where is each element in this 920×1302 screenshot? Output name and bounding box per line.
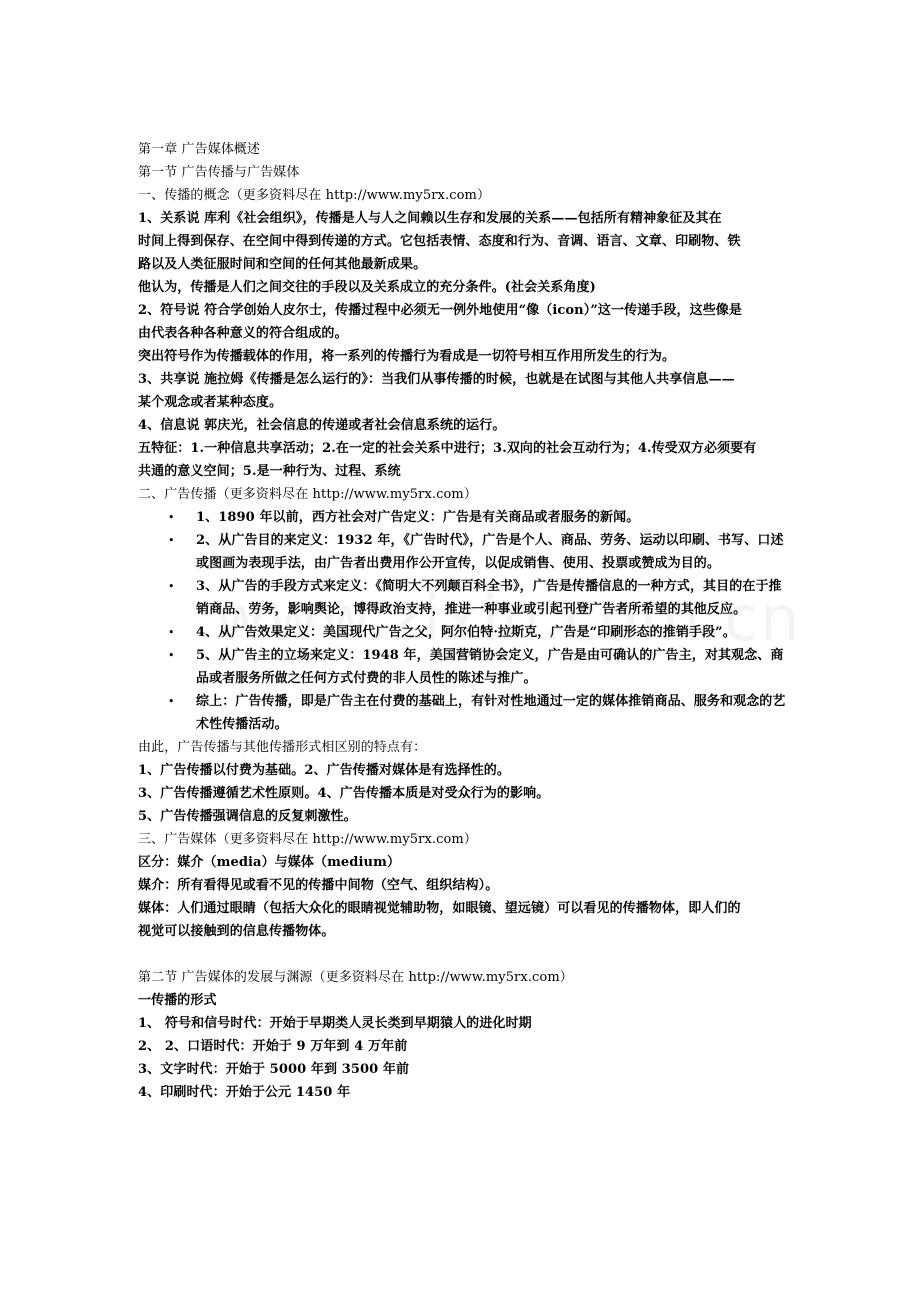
document-page xyxy=(138,138,788,1104)
advertising-definition-list xyxy=(138,506,788,736)
text-line: 第一章 广告媒体概述 xyxy=(138,142,261,157)
text-line: 1、关系说 库利《社会组织》，传播是人与人之间赖以生存和发展的关系——包括所有精神象征及其在 xyxy=(138,211,722,226)
text-line: 二、广告传播（更多资料尽在 http://www.my5rx.com） xyxy=(138,487,477,502)
text-line: 某个观念或者某种态度。 xyxy=(138,395,283,410)
text-line: 一、传播的概念（更多资料尽在 http://www.my5rx.com） xyxy=(138,188,491,203)
text-line: 三、广告媒体（更多资料尽在 http://www.my5rx.com） xyxy=(138,832,477,847)
section-two xyxy=(138,966,788,1104)
text-line: 1、广告传播以付费为基础。2、广告传播对媒体是有选择性的。 xyxy=(138,763,510,778)
text-line: 4、信息说 郭庆光，社会信息的传递或者社会信息系统的运行。 xyxy=(138,418,506,433)
text-line: 5、广告传播强调信息的反复刺激性。 xyxy=(138,809,357,824)
text-line: 3、广告传播遵循艺术性原则。4、广告传播本质是对受众行为的影响。 xyxy=(138,786,550,801)
list-item xyxy=(138,690,788,736)
text-line: 共通的意义空间；5.是一种行为、过程、系统 xyxy=(138,464,401,479)
text-line: 4、印刷时代：开始于公元 1450 年 xyxy=(138,1085,351,1100)
list-item xyxy=(138,575,788,621)
text-line: 第一节 广告传播与广告媒体 xyxy=(138,165,300,180)
text-line: 突出符号作为传播载体的作用，将一系列的传播行为看成是一切符号相互作用所发生的行为。 xyxy=(138,349,676,364)
text-line: 2、 2、口语时代：开始于 9 万年到 4 万年前 xyxy=(138,1039,408,1054)
text-line: 区分：媒介（media）与媒体（medium） xyxy=(138,855,401,870)
text-line: 时间上得到保存、在空间中得到传递的方式。它包括表情、态度和行为、音调、语言、文章、印刷物、铁 xyxy=(138,234,741,249)
list-item-text: 综上：广告传播，即是广告主在付费的基础上，有针对性地通过一定的媒体推销商品、服务和观念的艺术性传播活动。 xyxy=(196,694,786,732)
text-line: 3、文字时代：开始于 5000 年到 3500 年前 xyxy=(138,1062,410,1077)
text-line: 五特征：1.一种信息共享活动；2.在一定的社会关系中进行；3.双向的社会互动行为；4.传受双方必须要有 xyxy=(138,441,757,456)
bullet-icon: • xyxy=(168,534,175,547)
list-item-text: 3、从广告的手段方式来定义：《简明大不列颠百科全书》，广告是传播信息的一种方式，其目的在于推销商品、劳务，影响舆论，博得政治支持，推进一种事业或引起刊登广告者所希望的其他反应。 xyxy=(196,579,782,617)
bullet-icon: • xyxy=(168,511,175,524)
advertising-media-section xyxy=(138,736,788,943)
chapter-one-section-one xyxy=(138,138,788,506)
list-item xyxy=(138,621,788,644)
text-line: 由代表各种各种意义的符合组成的。 xyxy=(138,326,348,341)
list-item xyxy=(138,529,788,575)
list-item xyxy=(138,506,788,529)
list-item-text: 2、从广告目的来定义：1932 年，《广告时代》，广告是个人、商品、劳务、运动以印刷、书写、口述或图画为表现手法，由广告者出费用作公开宣传，以促成销售、使用、投票或赞成为目的。 xyxy=(196,533,784,571)
text-line: 媒体：人们通过眼睛（包括大众化的眼睛视觉辅助物，如眼镜、望远镜）可以看见的传播物体，即人们的 xyxy=(138,901,741,916)
text-line: 路以及人类征服时间和空间的任何其他最新成果。 xyxy=(138,257,427,272)
blank-line xyxy=(138,943,788,966)
list-item xyxy=(138,644,788,690)
bullet-icon: • xyxy=(168,695,175,708)
text-line: 媒介：所有看得见或看不见的传播中间物（空气、组织结构）。 xyxy=(138,878,499,893)
list-item-text: 5、从广告主的立场来定义：1948 年，美国营销协会定义，广告是由可确认的广告主，对其观念、商品或者服务所做之任何方式付费的非人员性的陈述与推广。 xyxy=(196,648,784,686)
text-line: 3、共享说 施拉姆《传播是怎么运行的》：当我们从事传播的时候，也就是在试图与其他人共享信息—— xyxy=(138,372,735,387)
text-line: 1、 符号和信号时代：开始于早期类人灵长类到早期猿人的进化时期 xyxy=(138,1016,532,1031)
text-line: 视觉可以接触到的信息传播物体。 xyxy=(138,924,335,939)
bullet-icon: • xyxy=(168,649,175,662)
bullet-icon: • xyxy=(168,580,175,593)
text-line: 第二节 广告媒体的发展与渊源（更多资料尽在 http://www.my5rx.com） xyxy=(138,970,573,985)
list-item-text: 1、1890 年以前，西方社会对广告定义：广告是有关商品或者服务的新闻。 xyxy=(196,510,640,525)
list-item-text: 4、从广告效果定义：美国现代广告之父，阿尔伯特·拉斯克，广告是“印刷形态的推销手段”。 xyxy=(196,625,736,640)
text-line: 2、符号说 符合学创始人皮尔士，传播过程中必须无一例外地使用“像（icon）”这一传递手段，这些像是 xyxy=(138,303,743,318)
text-line: 他认为，传播是人们之间交往的手段以及关系成立的充分条件。(社会关系角度) xyxy=(138,280,596,295)
text-line: 由此，广告传播与其他传播形式相区别的特点有： xyxy=(138,740,427,755)
text-line: 一传播的形式 xyxy=(138,993,217,1008)
bullet-icon: • xyxy=(168,626,175,639)
